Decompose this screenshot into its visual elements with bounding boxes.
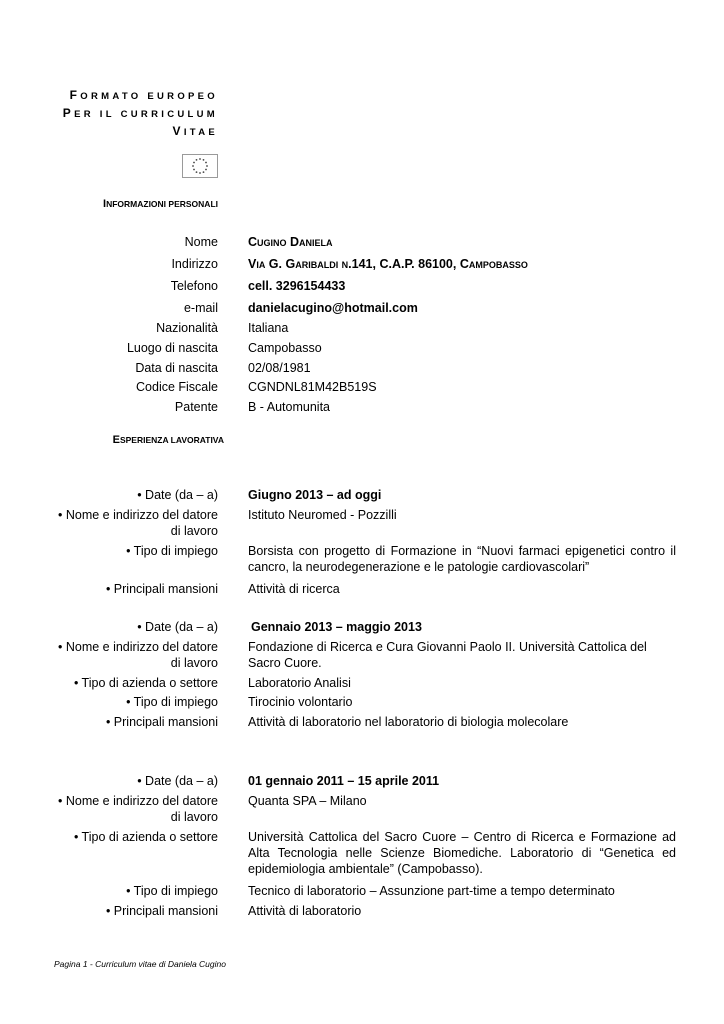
label-date: • Date (da – a) [137, 488, 218, 502]
value-date: 01 gennaio 2011 – 15 aprile 2011 [248, 774, 440, 788]
label-nazionalita: Nazionalità [156, 321, 218, 335]
label-patente: Patente [174, 400, 218, 414]
value-date: Giugno 2013 – ad oggi [248, 488, 382, 502]
label-duties: • Principali mansioni [105, 715, 218, 729]
value-duties: Attività di laboratorio [248, 904, 362, 918]
value-duties: Attività di laboratorio nel laboratorio di biologia molecolare [248, 715, 569, 729]
value-codice-fiscale: CGNDNL81M42B519S [248, 380, 377, 394]
value-duties: Attività di ricerca [248, 582, 340, 596]
label-employer: • Nome e indirizzo del datore di lavoro [57, 508, 218, 538]
label-job-type: • Tipo di impiego [126, 695, 218, 709]
value-email: danielacugino@hotmail.com [248, 301, 418, 315]
label-sector: • Tipo di azienda o settore [73, 676, 218, 690]
label-nome: Nome [184, 235, 218, 249]
value-patente: B - Automunita [248, 400, 330, 414]
value-job-type: Tirocinio volontario [248, 695, 353, 709]
label-duties: • Principali mansioni [105, 904, 218, 918]
label-job-type: • Tipo di impiego [126, 884, 218, 898]
page-footer: Pagina 1 - Curriculum vitae di Daniela Cugino [54, 959, 226, 969]
value-telefono: cell. 3296154433 [248, 279, 346, 293]
section-title-personal: INFORMAZIONI PERSONALI [103, 198, 218, 210]
value-employer: Fondazione di Ricerca e Cura Giovanni Paolo II. Università Cattolica del Sacro Cuore. [248, 640, 647, 670]
value-indirizzo: Via G. Garibaldi n.141, C.A.P. 86100, Campobasso [248, 257, 528, 271]
cv-title-line3: VITAE [172, 124, 218, 138]
label-luogo-nascita: Luogo di nascita [126, 341, 218, 355]
value-employer: Quanta SPA – Milano [248, 794, 367, 808]
label-job-type: • Tipo di impiego [126, 544, 218, 558]
label-telefono: Telefono [170, 279, 218, 293]
label-sector: • Tipo di azienda o settore [73, 830, 218, 844]
value-job-type: Tecnico di laboratorio – Assunzione part-time a tempo determinato [248, 884, 615, 898]
value-data-nascita: 02/08/1981 [248, 361, 311, 375]
eu-flag-icon [182, 154, 218, 178]
label-duties: • Principali mansioni [105, 582, 218, 596]
label-employer: • Nome e indirizzo del datore di lavoro [57, 794, 218, 824]
value-employer: Istituto Neuromed - Pozzilli [248, 508, 397, 522]
label-codice-fiscale: Codice Fiscale [136, 380, 218, 394]
cv-title-line2: PER IL CURRICULUM [62, 106, 218, 120]
value-nazionalita: Italiana [248, 321, 289, 335]
label-employer: • Nome e indirizzo del datore di lavoro [57, 640, 218, 670]
value-date: Gennaio 2013 – maggio 2013 [251, 620, 422, 634]
label-email: e-mail [183, 301, 218, 315]
value-sector: Università Cattolica del Sacro Cuore – Centro di Ricerca e Formazione ad Alta Tecnologia nelle Scienze Biomediche. Laboratorio di “Genetica ed epidemiologia ambientale” (Campobasso). [248, 830, 676, 876]
label-date: • Date (da – a) [137, 620, 218, 634]
cv-title-line1: FORMATO EUROPEO [69, 88, 218, 102]
value-job-type: Borsista con progetto di Formazione in “Nuovi farmaci epigenetici contro il cancro, la neurodegenerazione e le patologie cardiovascolari” [248, 544, 676, 574]
label-date: • Date (da – a) [137, 774, 218, 788]
section-title-experience: ESPERIENZA LAVORATIVA [112, 434, 224, 446]
label-indirizzo: Indirizzo [171, 257, 218, 271]
value-nome: Cugino Daniela [248, 235, 333, 249]
label-data-nascita: Data di nascita [135, 361, 218, 375]
value-sector: Laboratorio Analisi [248, 676, 351, 690]
value-luogo-nascita: Campobasso [248, 341, 322, 355]
